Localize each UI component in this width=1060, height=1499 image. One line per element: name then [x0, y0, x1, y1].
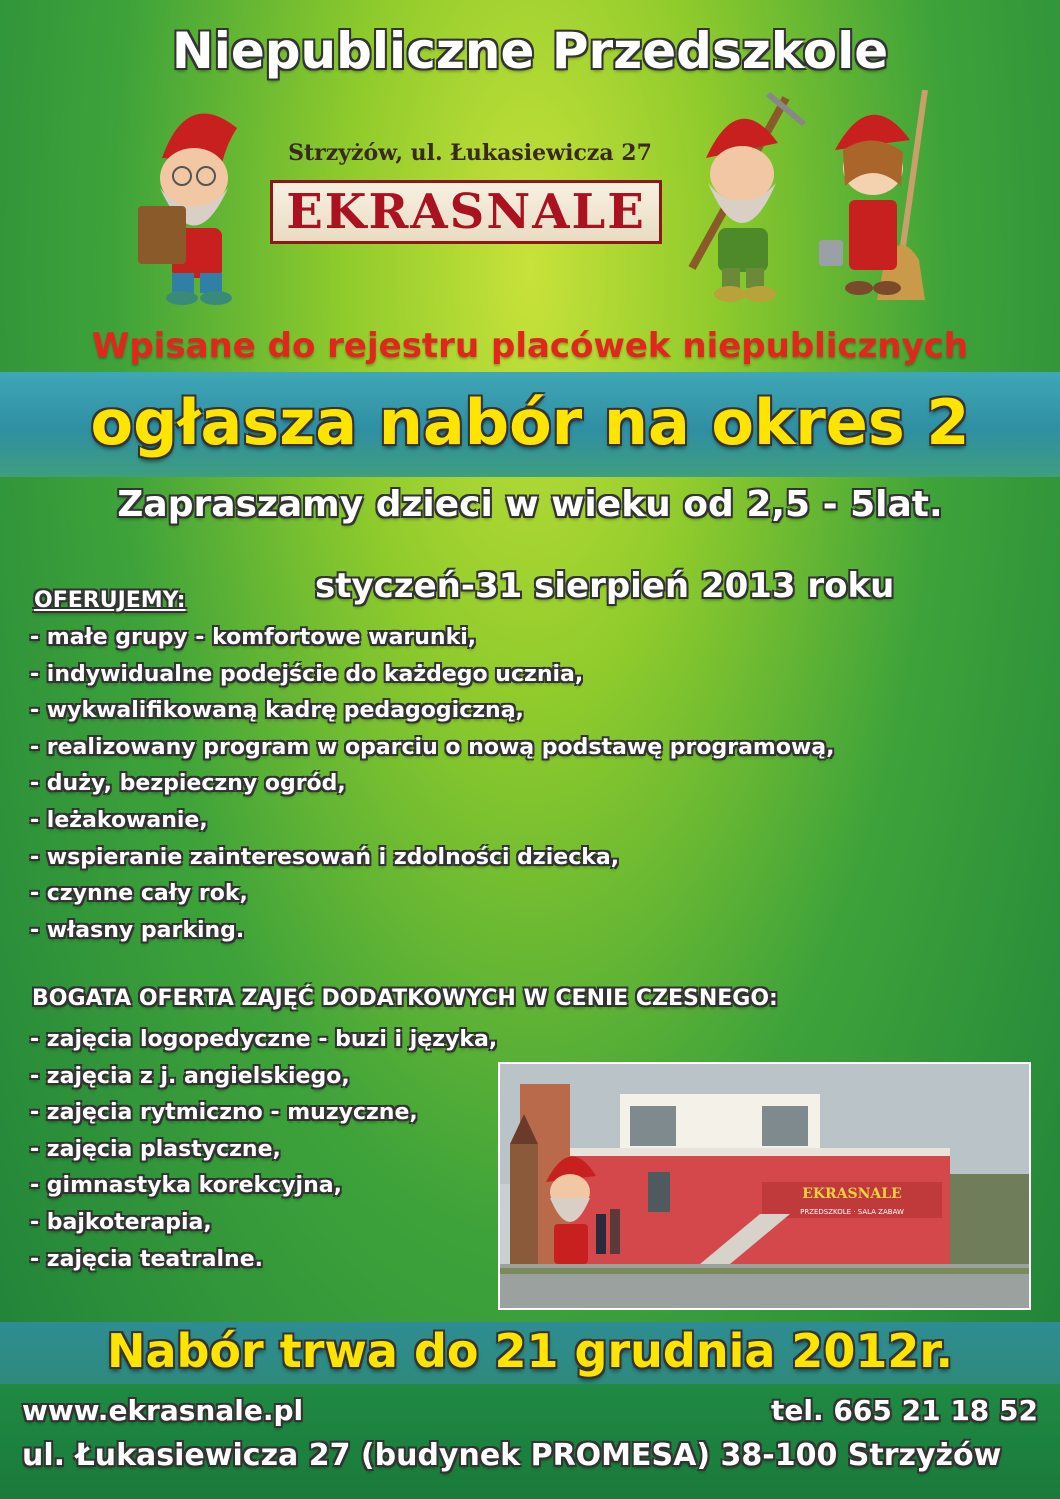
list-item: - bajkoterapia, [30, 1209, 212, 1235]
list-item: - gimnastyka korekcyjna, [30, 1173, 342, 1199]
gnome-girl-with-broom-icon [815, 90, 945, 305]
list-item: - duży, bezpieczny ogród, [30, 771, 346, 797]
list-item: - czynne cały rok, [30, 881, 248, 907]
list-item: - indywidualne podejście do każdego ucznia, [30, 661, 584, 687]
list-item: - małe grupy - komfortowe warunki, [30, 625, 477, 650]
page-title: Niepubliczne Przedszkole [171, 22, 889, 80]
invitation-text: Zapraszamy dzieci w wieku od 2,5 - 5lat. [117, 484, 943, 525]
gnome-with-pickaxe-icon [678, 88, 808, 310]
offer-heading: OFERUJEMY: [34, 588, 186, 613]
photo-sign-text: EKRASNALE [802, 1186, 902, 1202]
header-address: Strzyżów, ul. Łukasiewicza 27 [288, 140, 652, 166]
extra-heading: BOGATA OFERTA ZAJĘĆ DODATKOWYCH W CENIE CZESNEGO: [32, 986, 778, 1011]
website-link[interactable]: www.ekrasnale.pl [22, 1394, 304, 1427]
list-item: - wykwalifikowaną kadrę pedagogiczną, [30, 698, 524, 724]
recruitment-headline: ogłasza nabór na okres 2 [90, 386, 970, 459]
list-item: - zajęcia rytmiczno - muzyczne, [30, 1100, 418, 1126]
list-item: - zajęcia logopedyczne - buzi i języka, [30, 1027, 498, 1052]
registry-note: Wpisane do rejestru placówek niepublicznych [91, 326, 969, 366]
list-item: - leżakowanie, [30, 807, 208, 833]
list-item: - wspieranie zainteresowań i zdolności dziecka, [30, 844, 620, 870]
footer-address: ul. Łukasiewicza 27 (budynek PROMESA) 38-100 Strzyżów [22, 1438, 1002, 1473]
list-item: - realizowany program w oparciu o nową podstawę programową, [30, 734, 835, 760]
building-illustration [500, 1064, 1029, 1308]
logo-text: EKRASNALE [286, 184, 646, 240]
gnome-with-book-icon [132, 88, 262, 313]
recruitment-period: styczeń-31 sierpień 2013 roku [315, 566, 895, 606]
list-item: - zajęcia z j. angielskiego, [30, 1063, 350, 1089]
building-photo [498, 1062, 1031, 1310]
list-item: - zajęcia plastyczne, [30, 1136, 281, 1162]
list-item: - własny parking. [30, 917, 245, 943]
photo-sign-subtext: PRZEDSZKOLE · SALA ZABAW [800, 1208, 904, 1216]
extra-list [30, 1022, 497, 1278]
phone-number[interactable]: tel. 665 21 18 52 [771, 1394, 1038, 1427]
list-item: - zajęcia teatralne. [30, 1246, 263, 1272]
deadline-text: Nabór trwa do 21 grudnia 2012r. [106, 1324, 954, 1378]
logo [270, 180, 662, 244]
offer-list [30, 620, 835, 949]
